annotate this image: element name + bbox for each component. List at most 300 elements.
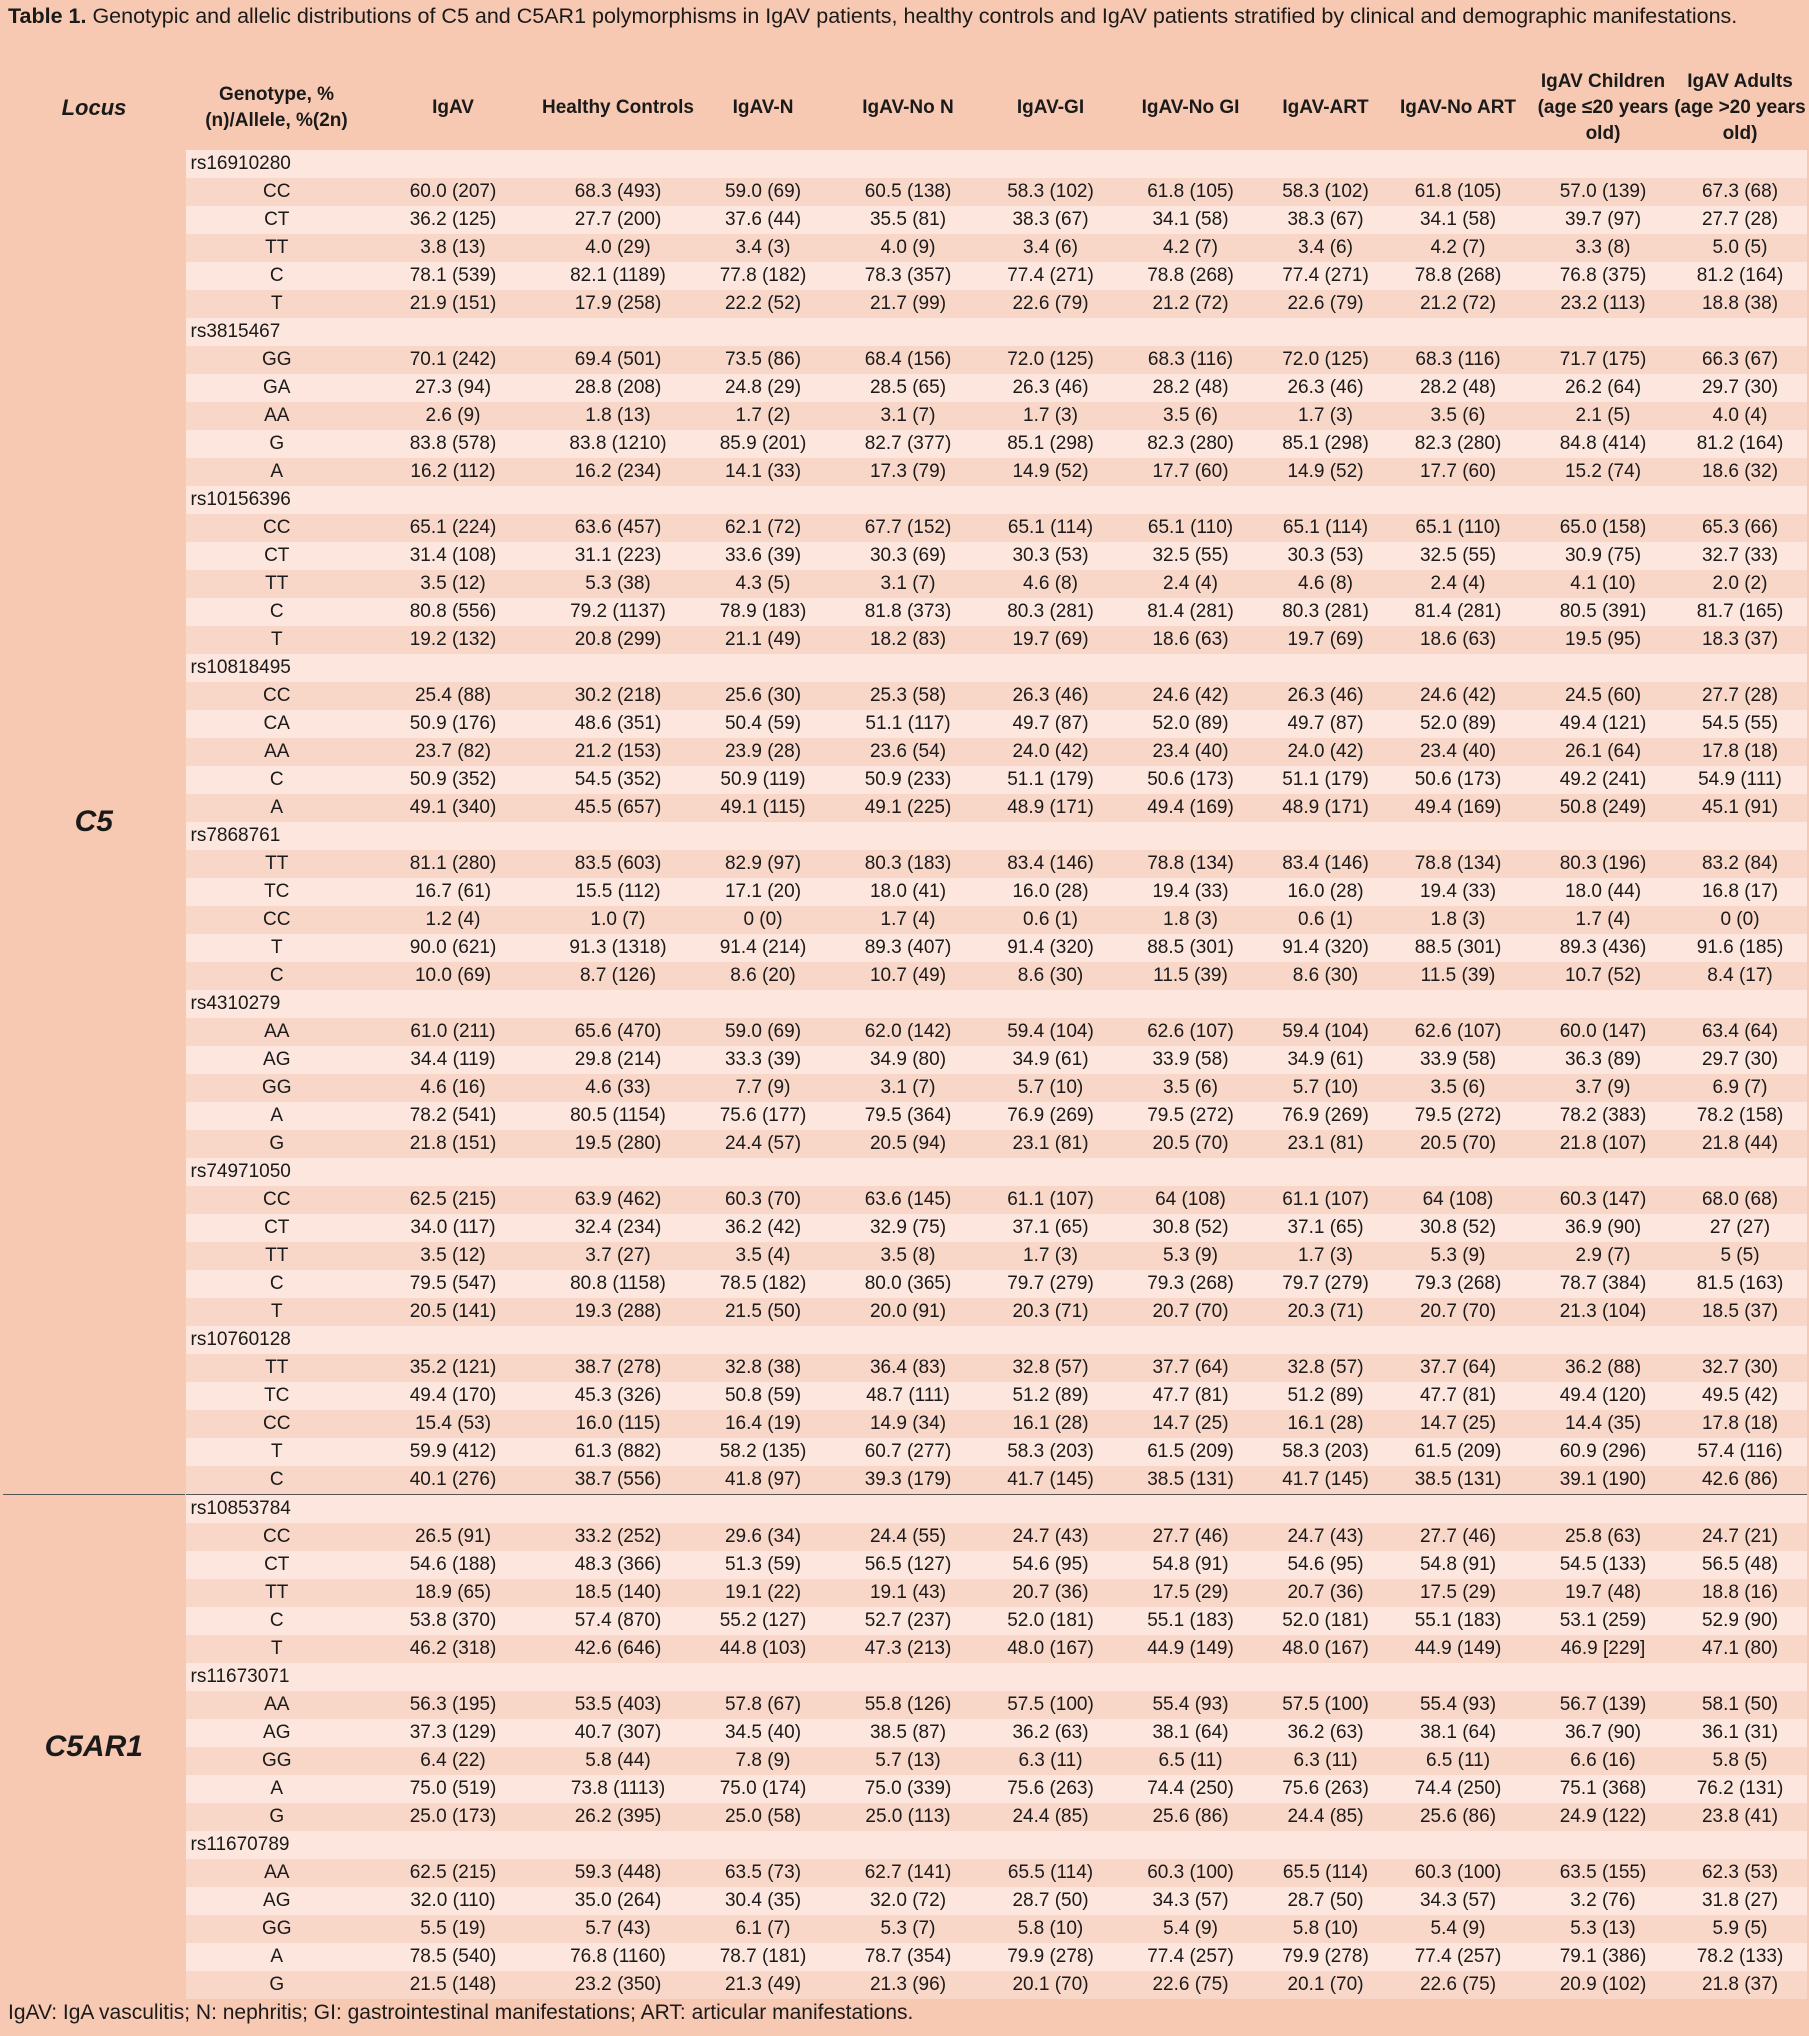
- value-cell: 28.2 (48): [1113, 374, 1268, 402]
- value-cell: 63.4 (64): [1673, 1018, 1807, 1046]
- value-cell: 4.0 (29): [538, 234, 698, 262]
- value-cell: 6.9 (7): [1673, 1074, 1807, 1102]
- value-cell: 33.3 (39): [698, 1046, 828, 1074]
- genotype-cell: C: [185, 598, 368, 626]
- value-cell: 17.8 (18): [1673, 738, 1807, 766]
- empty-cell: [1383, 486, 1533, 514]
- value-cell: 48.6 (351): [538, 710, 698, 738]
- empty-cell: [1533, 318, 1673, 346]
- genotype-cell: CA: [185, 710, 368, 738]
- value-cell: 21.2 (72): [1113, 290, 1268, 318]
- table-row: [3, 906, 1807, 934]
- value-cell: 74.4 (250): [1113, 1775, 1268, 1803]
- value-cell: 18.6 (63): [1383, 626, 1533, 654]
- value-cell: 77.4 (271): [1268, 262, 1383, 290]
- value-cell: 32.7 (30): [1673, 1354, 1807, 1382]
- value-cell: 4.0 (9): [828, 234, 988, 262]
- value-cell: 26.3 (46): [1268, 682, 1383, 710]
- value-cell: 4.0 (4): [1673, 402, 1807, 430]
- empty-cell: [1383, 1495, 1533, 1524]
- empty-cell: [1673, 1663, 1807, 1691]
- empty-cell: [1268, 318, 1383, 346]
- caption-label: Table 1.: [8, 4, 87, 28]
- value-cell: 62.7 (141): [828, 1859, 988, 1887]
- value-cell: 55.1 (183): [1383, 1607, 1533, 1635]
- empty-cell: [368, 654, 538, 682]
- table-row: [3, 1523, 1807, 1551]
- empty-cell: [1673, 1495, 1807, 1524]
- genotype-cell: AA: [185, 1691, 368, 1719]
- value-cell: 24.7 (43): [1268, 1523, 1383, 1551]
- value-cell: 0 (0): [1673, 906, 1807, 934]
- value-cell: 37.1 (65): [1268, 1214, 1383, 1242]
- value-cell: 17.1 (20): [698, 878, 828, 906]
- value-cell: 1.8 (3): [1383, 906, 1533, 934]
- value-cell: 3.5 (12): [368, 570, 538, 598]
- value-cell: 60.7 (277): [828, 1438, 988, 1466]
- value-cell: 50.8 (249): [1533, 794, 1673, 822]
- value-cell: 81.4 (281): [1113, 598, 1268, 626]
- snp-id: rs10156396: [185, 486, 368, 514]
- value-cell: 58.3 (102): [988, 178, 1113, 206]
- value-cell: 59.4 (104): [988, 1018, 1113, 1046]
- value-cell: 62.6 (107): [1113, 1018, 1268, 1046]
- value-cell: 23.6 (54): [828, 738, 988, 766]
- value-cell: 16.0 (115): [538, 1410, 698, 1438]
- table-row: [3, 1719, 1807, 1747]
- genotype-cell: CT: [185, 1214, 368, 1242]
- value-cell: 4.6 (8): [1268, 570, 1383, 598]
- value-cell: 79.3 (268): [1113, 1270, 1268, 1298]
- value-cell: 4.1 (10): [1533, 570, 1673, 598]
- value-cell: 42.6 (646): [538, 1635, 698, 1663]
- value-cell: 32.0 (110): [368, 1887, 538, 1915]
- value-cell: 70.1 (242): [368, 346, 538, 374]
- value-cell: 19.2 (132): [368, 626, 538, 654]
- value-cell: 47.7 (81): [1383, 1382, 1533, 1410]
- genotype-cell: CC: [185, 178, 368, 206]
- value-cell: 23.8 (41): [1673, 1803, 1807, 1831]
- value-cell: 5.3 (13): [1533, 1915, 1673, 1943]
- value-cell: 36.2 (42): [698, 1214, 828, 1242]
- value-cell: 3.7 (27): [538, 1242, 698, 1270]
- value-cell: 62.5 (215): [368, 1859, 538, 1887]
- table-body: [3, 150, 1807, 1999]
- value-cell: 60.3 (100): [1113, 1859, 1268, 1887]
- genotype-cell: AA: [185, 738, 368, 766]
- table-row: [3, 514, 1807, 542]
- genotype-cell: C: [185, 262, 368, 290]
- table-row: [3, 1803, 1807, 1831]
- genotype-cell: AA: [185, 1859, 368, 1887]
- value-cell: 61.5 (209): [1383, 1438, 1533, 1466]
- genotype-cell: CC: [185, 1410, 368, 1438]
- genotype-cell: TT: [185, 1579, 368, 1607]
- value-cell: 68.0 (68): [1673, 1186, 1807, 1214]
- value-cell: 65.1 (110): [1113, 514, 1268, 542]
- table-row: [3, 1242, 1807, 1270]
- value-cell: 21.8 (107): [1533, 1130, 1673, 1158]
- value-cell: 55.4 (93): [1383, 1691, 1533, 1719]
- value-cell: 61.8 (105): [1383, 178, 1533, 206]
- value-cell: 21.9 (151): [368, 290, 538, 318]
- value-cell: 27.7 (28): [1673, 206, 1807, 234]
- empty-cell: [1383, 1663, 1533, 1691]
- empty-cell: [988, 990, 1113, 1018]
- value-cell: 20.8 (299): [538, 626, 698, 654]
- value-cell: 61.1 (107): [1268, 1186, 1383, 1214]
- empty-cell: [1268, 486, 1383, 514]
- value-cell: 51.3 (59): [698, 1551, 828, 1579]
- value-cell: 19.7 (69): [1268, 626, 1383, 654]
- header-col: IgAV Children (age ≤20 years old): [1533, 66, 1673, 150]
- genotype-cell: GG: [185, 1747, 368, 1775]
- value-cell: 80.3 (281): [1268, 598, 1383, 626]
- empty-cell: [1268, 1158, 1383, 1186]
- header-col: IgAV: [368, 66, 538, 150]
- value-cell: 18.0 (41): [828, 878, 988, 906]
- value-cell: 5.8 (44): [538, 1747, 698, 1775]
- table-row: [3, 1074, 1807, 1102]
- value-cell: 81.7 (165): [1673, 598, 1807, 626]
- genotype-table: [3, 66, 1807, 1999]
- empty-cell: [1113, 1831, 1268, 1859]
- value-cell: 48.0 (167): [1268, 1635, 1383, 1663]
- value-cell: 25.6 (86): [1113, 1803, 1268, 1831]
- value-cell: 50.9 (352): [368, 766, 538, 794]
- value-cell: 78.8 (134): [1113, 850, 1268, 878]
- value-cell: 25.4 (88): [368, 682, 538, 710]
- value-cell: 80.5 (1154): [538, 1102, 698, 1130]
- table-row: [3, 374, 1807, 402]
- empty-cell: [1533, 486, 1673, 514]
- value-cell: 58.1 (50): [1673, 1691, 1807, 1719]
- genotype-cell: AA: [185, 1018, 368, 1046]
- genotype-cell: CT: [185, 1551, 368, 1579]
- value-cell: 49.2 (241): [1533, 766, 1673, 794]
- value-cell: 57.0 (139): [1533, 178, 1673, 206]
- empty-cell: [1533, 654, 1673, 682]
- value-cell: 45.1 (91): [1673, 794, 1807, 822]
- value-cell: 48.3 (366): [538, 1551, 698, 1579]
- value-cell: 58.2 (135): [698, 1438, 828, 1466]
- value-cell: 68.4 (156): [828, 346, 988, 374]
- header-col: IgAV-No GI: [1113, 66, 1268, 150]
- table-row: [3, 1466, 1807, 1495]
- value-cell: 49.4 (169): [1113, 794, 1268, 822]
- value-cell: 79.3 (268): [1383, 1270, 1533, 1298]
- value-cell: 18.9 (65): [368, 1579, 538, 1607]
- empty-cell: [828, 822, 988, 850]
- value-cell: 19.4 (33): [1113, 878, 1268, 906]
- value-cell: 34.1 (58): [1113, 206, 1268, 234]
- value-cell: 24.7 (21): [1673, 1523, 1807, 1551]
- value-cell: 76.9 (269): [1268, 1102, 1383, 1130]
- empty-cell: [1113, 1495, 1268, 1524]
- value-cell: 67.3 (68): [1673, 178, 1807, 206]
- empty-cell: [538, 1158, 698, 1186]
- empty-cell: [1673, 990, 1807, 1018]
- value-cell: 48.9 (171): [988, 794, 1113, 822]
- value-cell: 18.8 (38): [1673, 290, 1807, 318]
- empty-cell: [538, 1831, 698, 1859]
- snp-id: rs10760128: [185, 1326, 368, 1354]
- value-cell: 79.1 (386): [1533, 1943, 1673, 1971]
- value-cell: 18.8 (16): [1673, 1579, 1807, 1607]
- value-cell: 54.5 (55): [1673, 710, 1807, 738]
- value-cell: 85.9 (201): [698, 430, 828, 458]
- value-cell: 81.8 (373): [828, 598, 988, 626]
- value-cell: 2.9 (7): [1533, 1242, 1673, 1270]
- empty-cell: [1673, 318, 1807, 346]
- value-cell: 77.8 (182): [698, 262, 828, 290]
- snp-id: rs11673071: [185, 1663, 368, 1691]
- value-cell: 20.0 (91): [828, 1298, 988, 1326]
- value-cell: 51.1 (179): [1268, 766, 1383, 794]
- value-cell: 24.5 (60): [1533, 682, 1673, 710]
- header-row: [3, 66, 1807, 150]
- value-cell: 6.3 (11): [1268, 1747, 1383, 1775]
- value-cell: 82.3 (280): [1383, 430, 1533, 458]
- empty-cell: [698, 318, 828, 346]
- empty-cell: [698, 990, 828, 1018]
- empty-cell: [988, 486, 1113, 514]
- table-row: [3, 878, 1807, 906]
- value-cell: 20.7 (70): [1383, 1298, 1533, 1326]
- value-cell: 35.0 (264): [538, 1887, 698, 1915]
- value-cell: 60.3 (147): [1533, 1186, 1673, 1214]
- value-cell: 0.6 (1): [1268, 906, 1383, 934]
- value-cell: 59.3 (448): [538, 1859, 698, 1887]
- empty-cell: [1383, 990, 1533, 1018]
- value-cell: 17.7 (60): [1383, 458, 1533, 486]
- value-cell: 32.8 (57): [1268, 1354, 1383, 1382]
- value-cell: 34.9 (61): [1268, 1046, 1383, 1074]
- empty-cell: [988, 822, 1113, 850]
- value-cell: 28.2 (48): [1383, 374, 1533, 402]
- genotype-cell: CC: [185, 1186, 368, 1214]
- value-cell: 39.3 (179): [828, 1466, 988, 1495]
- value-cell: 16.1 (28): [988, 1410, 1113, 1438]
- value-cell: 72.0 (125): [988, 346, 1113, 374]
- genotype-cell: AA: [185, 402, 368, 430]
- empty-cell: [1673, 654, 1807, 682]
- value-cell: 47.1 (80): [1673, 1635, 1807, 1663]
- empty-cell: [1113, 150, 1268, 178]
- value-cell: 4.3 (5): [698, 570, 828, 598]
- genotype-cell: CC: [185, 906, 368, 934]
- value-cell: 81.2 (164): [1673, 430, 1807, 458]
- table-row: [3, 1915, 1807, 1943]
- value-cell: 57.4 (116): [1673, 1438, 1807, 1466]
- value-cell: 3.1 (7): [828, 402, 988, 430]
- value-cell: 59.0 (69): [698, 178, 828, 206]
- value-cell: 49.7 (87): [1268, 710, 1383, 738]
- table-row: [3, 206, 1807, 234]
- value-cell: 11.5 (39): [1383, 962, 1533, 990]
- value-cell: 57.8 (67): [698, 1691, 828, 1719]
- value-cell: 83.8 (578): [368, 430, 538, 458]
- value-cell: 4.6 (16): [368, 1074, 538, 1102]
- value-cell: 25.0 (113): [828, 1803, 988, 1831]
- empty-cell: [1673, 1326, 1807, 1354]
- value-cell: 59.0 (69): [698, 1018, 828, 1046]
- empty-cell: [368, 1495, 538, 1524]
- empty-cell: [368, 990, 538, 1018]
- empty-cell: [988, 1495, 1113, 1524]
- value-cell: 79.5 (547): [368, 1270, 538, 1298]
- value-cell: 24.0 (42): [988, 738, 1113, 766]
- table-row: [3, 1775, 1807, 1803]
- value-cell: 36.2 (63): [988, 1719, 1113, 1747]
- genotype-cell: A: [185, 458, 368, 486]
- value-cell: 71.7 (175): [1533, 346, 1673, 374]
- table-row: [3, 850, 1807, 878]
- value-cell: 32.0 (72): [828, 1887, 988, 1915]
- empty-cell: [1533, 1663, 1673, 1691]
- table-row: [3, 1046, 1807, 1074]
- value-cell: 23.4 (40): [1113, 738, 1268, 766]
- header-col: Healthy Controls: [538, 66, 698, 150]
- value-cell: 11.5 (39): [1113, 962, 1268, 990]
- value-cell: 30.3 (53): [1268, 542, 1383, 570]
- value-cell: 24.7 (43): [988, 1523, 1113, 1551]
- genotype-cell: TT: [185, 1242, 368, 1270]
- value-cell: 24.6 (42): [1113, 682, 1268, 710]
- empty-cell: [1113, 486, 1268, 514]
- empty-cell: [828, 990, 988, 1018]
- value-cell: 20.3 (71): [988, 1298, 1113, 1326]
- value-cell: 54.9 (111): [1673, 766, 1807, 794]
- value-cell: 81.4 (281): [1383, 598, 1533, 626]
- value-cell: 82.9 (97): [698, 850, 828, 878]
- value-cell: 3.5 (6): [1383, 1074, 1533, 1102]
- value-cell: 88.5 (301): [1383, 934, 1533, 962]
- empty-cell: [1268, 1326, 1383, 1354]
- value-cell: 60.9 (296): [1533, 1438, 1673, 1466]
- value-cell: 6.5 (11): [1383, 1747, 1533, 1775]
- value-cell: 59.9 (412): [368, 1438, 538, 1466]
- value-cell: 81.1 (280): [368, 850, 538, 878]
- value-cell: 50.6 (173): [1113, 766, 1268, 794]
- value-cell: 17.5 (29): [1383, 1579, 1533, 1607]
- value-cell: 80.0 (365): [828, 1270, 988, 1298]
- value-cell: 74.4 (250): [1383, 1775, 1533, 1803]
- value-cell: 4.2 (7): [1113, 234, 1268, 262]
- value-cell: 55.8 (126): [828, 1691, 988, 1719]
- genotype-cell: TT: [185, 570, 368, 598]
- table-row: [3, 1438, 1807, 1466]
- value-cell: 78.8 (268): [1383, 262, 1533, 290]
- value-cell: 29.8 (214): [538, 1046, 698, 1074]
- value-cell: 51.1 (179): [988, 766, 1113, 794]
- value-cell: 5.4 (9): [1383, 1915, 1533, 1943]
- value-cell: 5.3 (9): [1113, 1242, 1268, 1270]
- value-cell: 78.8 (134): [1383, 850, 1533, 878]
- value-cell: 65.6 (470): [538, 1018, 698, 1046]
- value-cell: 18.3 (37): [1673, 626, 1807, 654]
- value-cell: 5.8 (10): [988, 1915, 1113, 1943]
- genotype-cell: TC: [185, 1382, 368, 1410]
- genotype-cell: T: [185, 1298, 368, 1326]
- value-cell: 26.2 (64): [1533, 374, 1673, 402]
- table-row: [3, 1186, 1807, 1214]
- empty-cell: [1533, 990, 1673, 1018]
- value-cell: 10.7 (49): [828, 962, 988, 990]
- value-cell: 4.6 (8): [988, 570, 1113, 598]
- value-cell: 36.1 (31): [1673, 1719, 1807, 1747]
- value-cell: 25.0 (58): [698, 1803, 828, 1831]
- value-cell: 78.2 (133): [1673, 1943, 1807, 1971]
- snp-header-row: [3, 822, 1807, 850]
- locus-label: C5AR1: [3, 1495, 185, 2000]
- value-cell: 61.1 (107): [988, 1186, 1113, 1214]
- value-cell: 33.2 (252): [538, 1523, 698, 1551]
- empty-cell: [1533, 1158, 1673, 1186]
- empty-cell: [1383, 654, 1533, 682]
- empty-cell: [828, 318, 988, 346]
- value-cell: 31.1 (223): [538, 542, 698, 570]
- genotype-cell: A: [185, 1775, 368, 1803]
- value-cell: 69.4 (501): [538, 346, 698, 374]
- genotype-cell: T: [185, 290, 368, 318]
- value-cell: 60.3 (70): [698, 1186, 828, 1214]
- value-cell: 36.2 (125): [368, 206, 538, 234]
- header-locus: Locus: [3, 66, 185, 150]
- value-cell: 2.1 (5): [1533, 402, 1673, 430]
- value-cell: 38.5 (131): [1383, 1466, 1533, 1495]
- value-cell: 49.1 (340): [368, 794, 538, 822]
- value-cell: 53.5 (403): [538, 1691, 698, 1719]
- empty-cell: [538, 150, 698, 178]
- value-cell: 79.5 (272): [1113, 1102, 1268, 1130]
- table-row: [3, 346, 1807, 374]
- value-cell: 38.5 (131): [1113, 1466, 1268, 1495]
- value-cell: 81.2 (164): [1673, 262, 1807, 290]
- value-cell: 22.6 (75): [1383, 1971, 1533, 1999]
- value-cell: 4.2 (7): [1383, 234, 1533, 262]
- value-cell: 60.3 (100): [1383, 1859, 1533, 1887]
- value-cell: 34.3 (57): [1113, 1887, 1268, 1915]
- snp-id: rs74971050: [185, 1158, 368, 1186]
- table-row: [3, 234, 1807, 262]
- genotype-cell: CC: [185, 682, 368, 710]
- empty-cell: [1268, 1495, 1383, 1524]
- value-cell: 45.3 (326): [538, 1382, 698, 1410]
- value-cell: 52.9 (90): [1673, 1607, 1807, 1635]
- value-cell: 6.3 (11): [988, 1747, 1113, 1775]
- value-cell: 18.5 (140): [538, 1579, 698, 1607]
- value-cell: 55.1 (183): [1113, 1607, 1268, 1635]
- value-cell: 73.5 (86): [698, 346, 828, 374]
- value-cell: 49.4 (120): [1533, 1382, 1673, 1410]
- empty-cell: [698, 1158, 828, 1186]
- value-cell: 16.0 (28): [988, 878, 1113, 906]
- snp-header-row: [3, 654, 1807, 682]
- empty-cell: [1268, 1663, 1383, 1691]
- value-cell: 5.7 (10): [1268, 1074, 1383, 1102]
- empty-cell: [988, 1663, 1113, 1691]
- value-cell: 68.3 (493): [538, 178, 698, 206]
- empty-cell: [698, 1831, 828, 1859]
- value-cell: 32.7 (33): [1673, 542, 1807, 570]
- value-cell: 1.7 (3): [1268, 402, 1383, 430]
- header-col: IgAV-GI: [988, 66, 1113, 150]
- table-row: [3, 1298, 1807, 1326]
- value-cell: 23.2 (113): [1533, 290, 1673, 318]
- value-cell: 91.4 (320): [988, 934, 1113, 962]
- empty-cell: [538, 654, 698, 682]
